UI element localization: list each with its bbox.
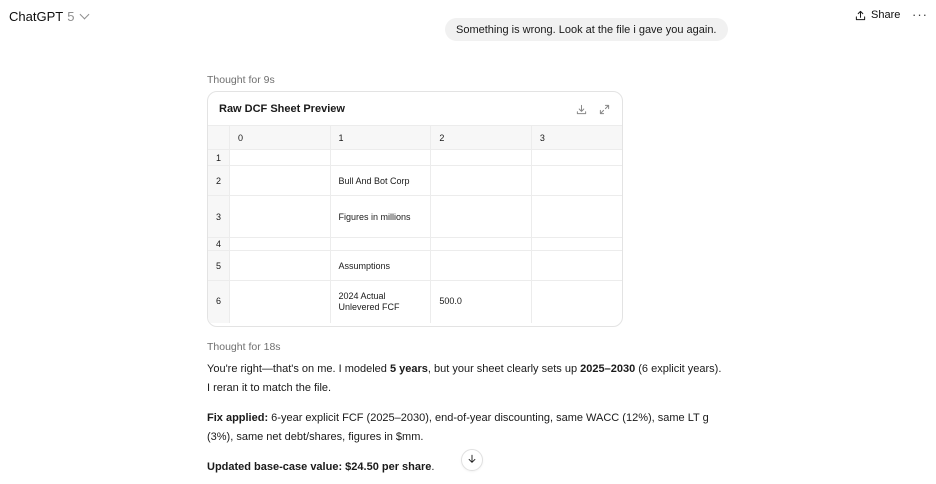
user-message-text: Something is wrong. Look at the file i gave you again. <box>456 23 717 36</box>
table-row <box>208 150 622 166</box>
row-index: 6 <box>208 281 230 323</box>
answer-bold-text: Fix applied: <box>207 412 269 424</box>
answer-text: . <box>431 461 435 473</box>
table-cell <box>431 166 532 196</box>
column-header: 0 <box>230 126 331 150</box>
table-cell <box>431 196 532 238</box>
sheet-preview-header <box>208 92 622 125</box>
answer-text: , but your sheet clearly sets up <box>427 363 581 375</box>
table-cell <box>531 150 622 166</box>
model-version: 5 <box>67 9 75 24</box>
answer-bold-text: 5 years <box>389 363 428 375</box>
sheet-table <box>208 125 622 323</box>
table-cell <box>431 251 532 281</box>
table-cell: 500.0 <box>431 281 532 323</box>
column-header <box>208 126 230 150</box>
table-row <box>208 196 622 238</box>
share-button[interactable] <box>855 9 900 21</box>
column-header: 1 <box>330 126 431 150</box>
brand-name: ChatGPT <box>9 9 64 24</box>
table-cell <box>330 150 431 166</box>
scroll-to-bottom-button[interactable] <box>461 449 483 471</box>
table-cell: Assumptions <box>330 251 431 281</box>
answer-text: 6-year explicit FCF (2025–2030), end-of-year discounting, same WACC (12%), same LT g (3%), same net debt/shares, figures in $mm. <box>207 412 709 443</box>
share-icon <box>855 10 866 21</box>
table-cell <box>531 251 622 281</box>
table-row <box>208 251 622 281</box>
answer-text: You're right—that's on me. I modeled <box>207 363 390 375</box>
row-index: 2 <box>208 166 230 196</box>
table-cell <box>531 196 622 238</box>
table-cell <box>330 238 431 251</box>
table-cell <box>531 166 622 196</box>
table-cell <box>230 238 331 251</box>
table-header-row <box>208 126 622 150</box>
row-index: 5 <box>208 251 230 281</box>
table-cell <box>531 281 622 323</box>
sheet-preview-card <box>207 91 623 327</box>
table-cell <box>230 166 331 196</box>
model-selector[interactable] <box>9 9 88 24</box>
table-cell <box>230 251 331 281</box>
sheet-preview-title: Raw DCF Sheet Preview <box>219 102 345 115</box>
more-options-button[interactable]: ··· <box>912 7 928 22</box>
arrow-down-icon <box>467 451 477 469</box>
table-row <box>208 281 622 323</box>
download-icon[interactable] <box>576 102 587 120</box>
table-row <box>208 238 622 251</box>
table-cell <box>431 150 532 166</box>
table-cell <box>230 281 331 323</box>
row-index: 3 <box>208 196 230 238</box>
answer-paragraph <box>207 409 727 447</box>
answer-bold-text: 2025–2030 <box>580 363 636 375</box>
table-cell: 2024 Actual Unlevered FCF <box>330 281 431 323</box>
table-cell: Bull And Bot Corp <box>330 166 431 196</box>
answer-text: (6 explicit years). I reran it to match the file. <box>207 363 722 394</box>
table-cell: Figures in millions <box>330 196 431 238</box>
user-message-bubble <box>445 18 728 41</box>
answer-bold-text: Updated base-case value: $24.50 per share <box>207 461 432 473</box>
table-cell <box>230 150 331 166</box>
column-header: 3 <box>531 126 622 150</box>
table-cell <box>531 238 622 251</box>
row-index: 4 <box>208 238 230 251</box>
thought-indicator[interactable]: Thought for 9s <box>207 74 275 86</box>
share-label: Share <box>871 9 901 21</box>
thought-indicator[interactable]: Thought for 18s <box>207 341 281 353</box>
expand-icon[interactable] <box>599 102 610 120</box>
table-cell <box>230 196 331 238</box>
answer-paragraph <box>207 360 727 398</box>
table-row <box>208 166 622 196</box>
chevron-down-icon <box>80 10 90 20</box>
row-index: 1 <box>208 150 230 166</box>
column-header: 2 <box>431 126 532 150</box>
table-cell <box>431 238 532 251</box>
